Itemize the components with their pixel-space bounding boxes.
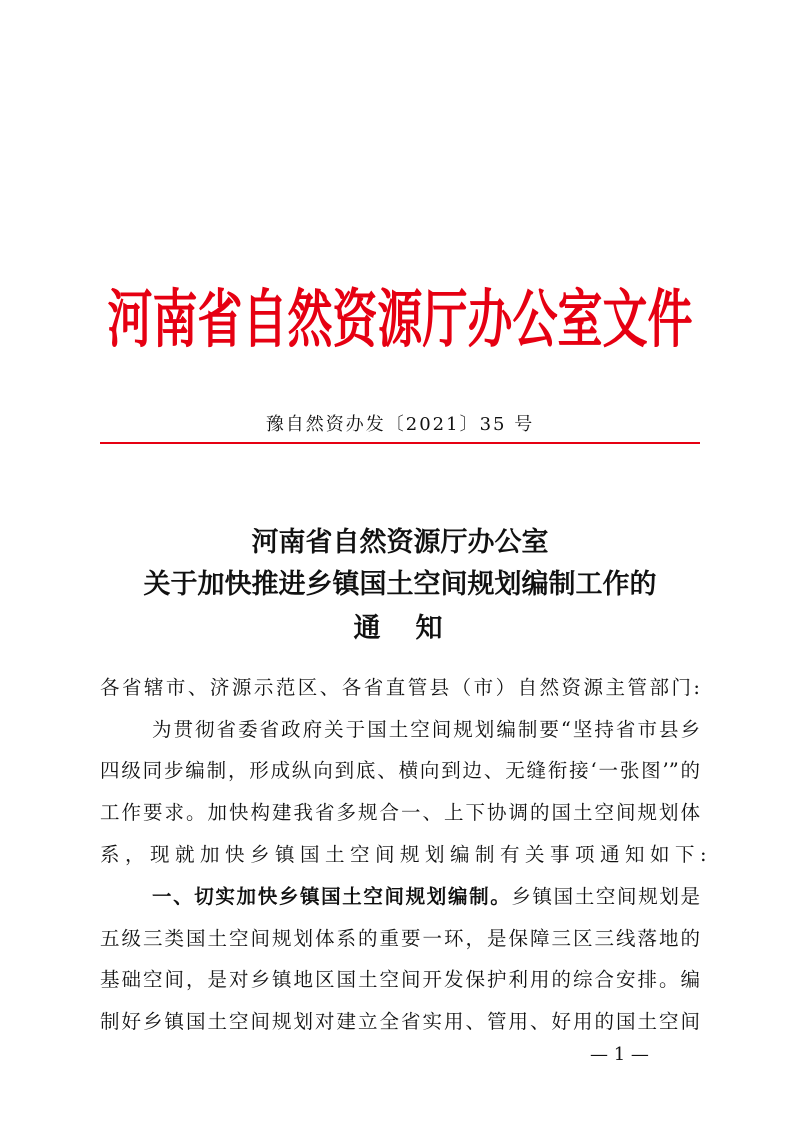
paragraph-line: 工作要求。加快构建我省多规合一、上下协调的国土空间规划体 <box>100 801 700 824</box>
document-number: 豫自然资办发〔2021〕35 号 <box>265 414 535 435</box>
paragraph-line: 四级同步编制，形成纵向到底、横向到边、无缝衔接‘一张图’”的 <box>100 759 700 782</box>
title-line-1: 河南省自然资源厅办公室 <box>251 527 549 558</box>
salutation: 各省辖市、济源示范区、各省直管县（市）自然资源主管部门: <box>100 676 700 699</box>
paragraph-line <box>100 884 700 910</box>
paragraph-line: 制好乡镇国土空间规划对建立全省实用、管用、好用的国土空间 <box>100 1010 700 1033</box>
paragraph-line: 系，现就加快乡镇国土空间规划编制有关事项通知如下: <box>100 843 713 866</box>
paragraph-line: 为贯彻省委省政府关于国土空间规划编制要“坚持省市县乡 <box>152 718 700 741</box>
paragraph-line: 五级三类国土空间规划体系的重要一环，是保障三区三线落地的 <box>100 927 700 950</box>
page-number: — 1 — <box>590 1044 649 1065</box>
paragraph-text: 乡镇国土空间规划是 <box>511 885 700 908</box>
title-line-3: 通 知 <box>353 613 447 644</box>
red-divider <box>100 442 700 444</box>
paragraph-line: 基础空间，是对乡镇地区国土空间开发保护利用的综合安排。编 <box>100 968 700 991</box>
section-heading: 一、切实加快乡镇国土空间规划编制。 <box>152 885 512 908</box>
title-line-2: 关于加快推进乡镇国土空间规划编制工作的 <box>143 569 657 600</box>
issuing-org-header: 河南省自然资源厅办公室文件 <box>107 282 693 357</box>
